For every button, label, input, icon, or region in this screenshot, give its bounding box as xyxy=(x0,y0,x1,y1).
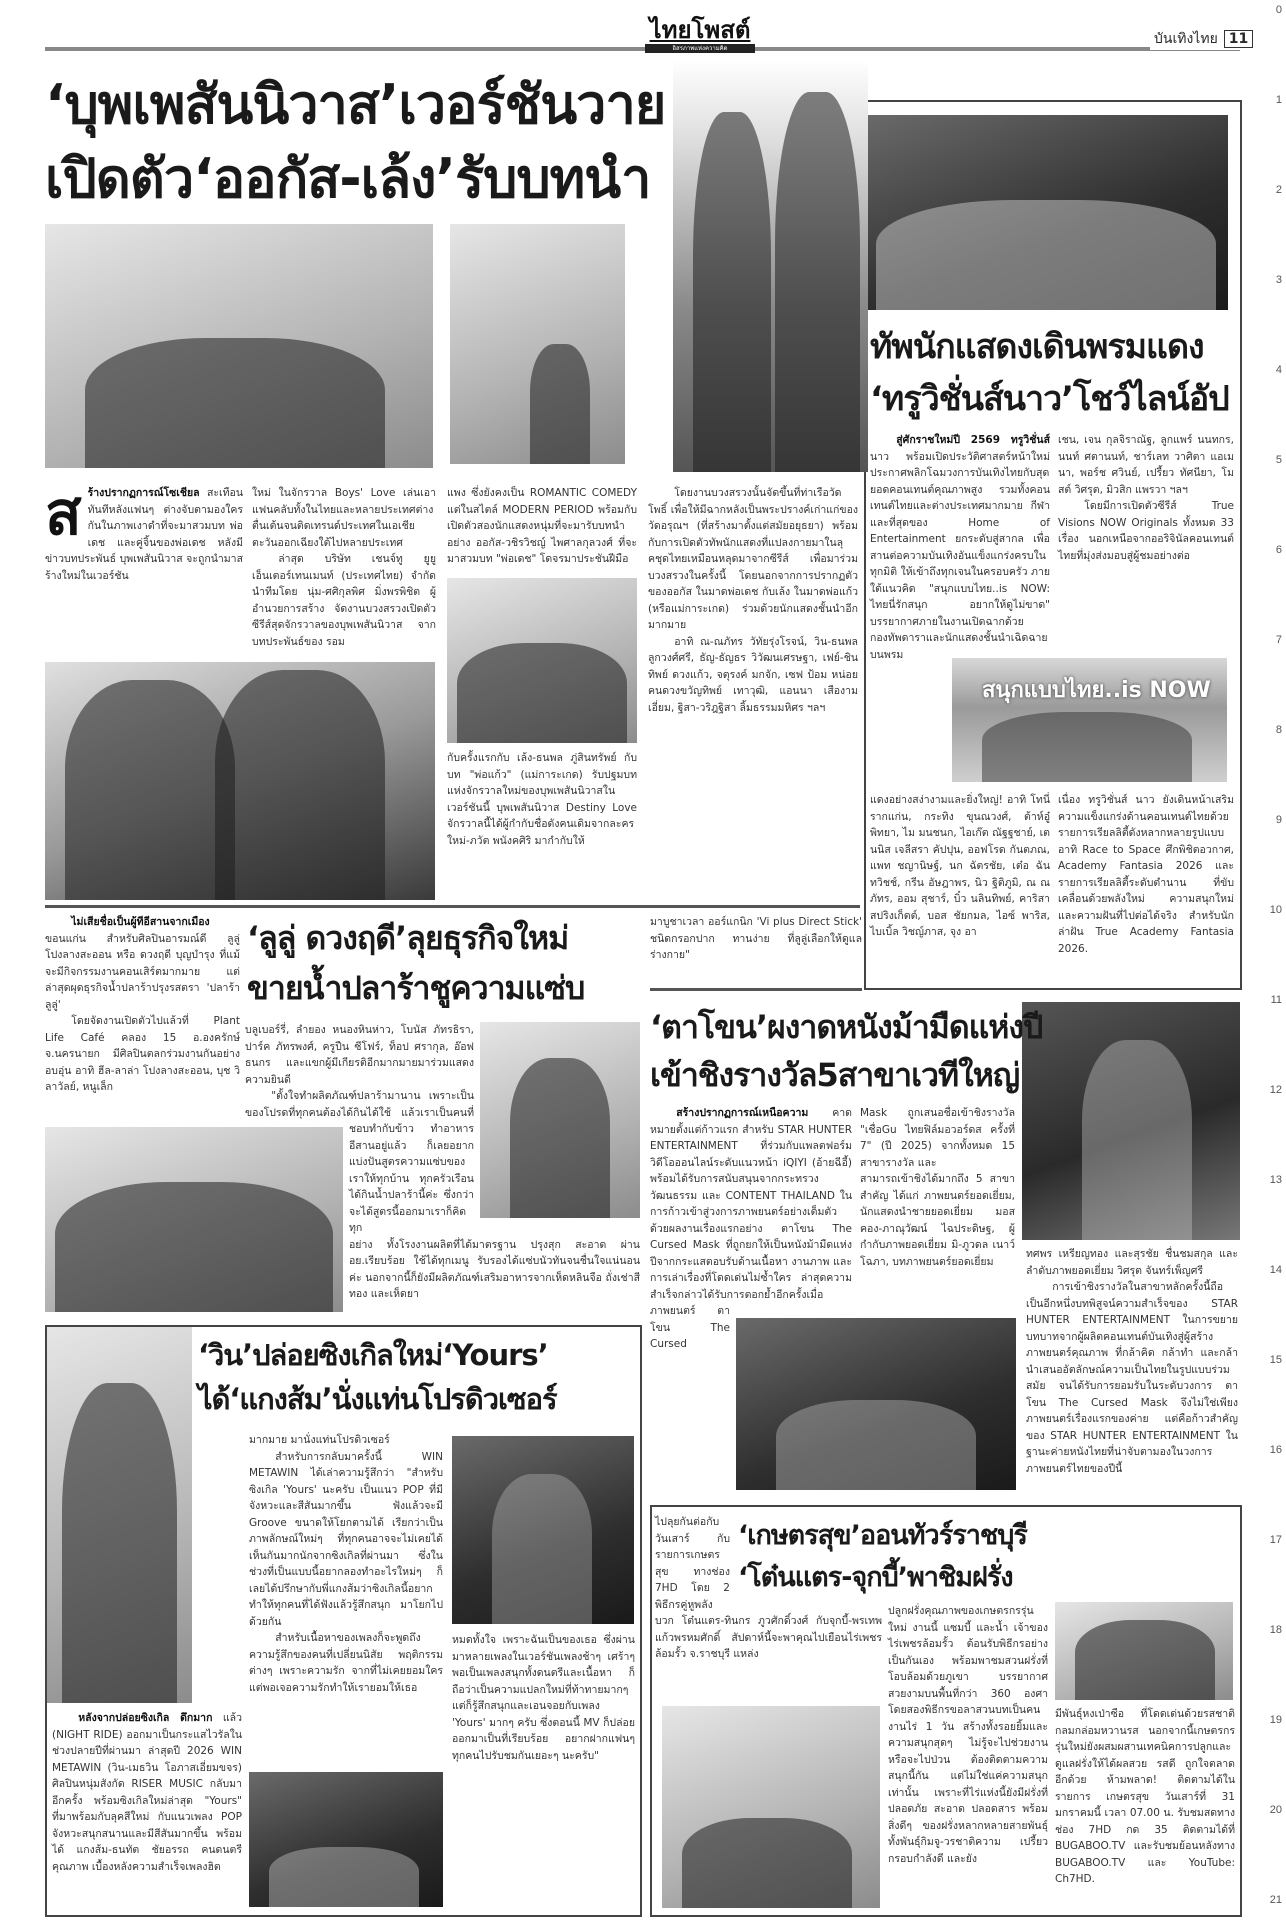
photo-win-in-car xyxy=(452,1436,634,1624)
section-divider xyxy=(650,988,862,991)
article-paragraph xyxy=(45,914,240,1013)
article-column xyxy=(1058,432,1234,564)
article-lead: สร้างปรากฏการณ์เหนือความ xyxy=(676,1107,809,1119)
ruler-mark: 0 xyxy=(1275,4,1282,16)
ruler-mark: 19 xyxy=(1269,1714,1282,1726)
article-text: แล้ว (NIGHT RIDE) ออกมาเป็นกระแสไวรัลในช่วงปลายปีที่ผ่านมา ล่าสุดปี 2026 WIN METAWIN (วิน-เมธวิน โอภาสเอี่ยมขจร) ศิลปินหนุ่มสังกัด RISER MUSIC กลับมาอีกครั้ง พร้อมซิงเกิลใหม่ล่าสุด "Yours" ที่มาพร้อมกับลุคสีใหม่ กับแนวเพลง POP จังหวะสนุกสนานและมีสีสันมากขึ้น พร้อมได้ แกงส้ม-ธนทัต ชัยอรรถ คนดนตรีคุณภาพ เบื้องหลังความสำเร็จเพลงฮิต xyxy=(52,1712,243,1873)
ruler-mark: 8 xyxy=(1275,724,1282,736)
ruler-mark: 18 xyxy=(1269,1624,1282,1636)
article-text: กับครั้งแรกกับ เล้ง-ธนพล ภู่สินทรัพย์ กับบท "พ่อแก้ว" (แม่การะเกด) รับปฐมบทแห่งจักรวาลใหม่ของบุพเพสันนิวาสในเวอร์ชันนี้ บุพเพสันนิวาส Destiny Love จักรวาลนี้ได้ผู้กำกับชื่อดังคนเดิมจากละครใหม่-ภวัต พนังคศิริ มากำกับให้ xyxy=(447,752,637,847)
ruler-mark: 11 xyxy=(1270,994,1282,1006)
headline-line: ขายน้ำปลาร้าชูความแซ่บ xyxy=(247,969,585,1007)
ruler-mark: 10 xyxy=(1269,904,1282,916)
article-text: แดงอย่างสง่างามและยิ่งใหญ่! อาทิ โทนี่ รากแก่น, กระทิง ขุนณวงศ์, ต้าห์อู๋ พิทยา, ไม มนชนก, ไอเก๊ต ณัฐฐชาย์, เตนนิส เจลีสรา คัปปุน, ออฟโรด กันตภณ, แพท ชญานิษฐ์, นก ฉัตรชัย, เต๋อ ฉันทวิชช์, กรีน อัษฎาพร, นิว ฐิติภูมิ, ณ ณภัทร, ออม สุชาร์, บิ๋ว นลินทิพย์, คาริสา สปริงเก็ตต์, บอส ชัยกมล, ไอซ์ พาริส, ไบเบิ้ล วิชญ์ภาส, จุง อา xyxy=(870,794,1050,938)
article-text: นาว พร้อมเปิดประวัติศาสตร์หน้าใหม่ ประกาศพลิกโฉมวงการบันเทิงไทยกับสุดยอดคอนเทนต์คุณภาพสูง รวมทั้งคอนเทนต์ไทยและต่างประเทศมากมาย กีฬา และที่สุดของ Home of Entertainment ยกระดับสู่สากล เพื่อสานต่อความบันเทิงอันแข็งแกร่งครบในทุกมิติ ให้เข้าถึงทุกเจนในครอบครัว ภายใต้แนวคิด "สนุกแบบไทย..is NOW: ไทยนี่รักสนุก อยากให้ดูไม่ขาด" บรรยากาศภายในงานเปิดฉากด้วยกองทัพดาราและนักแสดงชั้นนำเฉิดฉายบนพรม xyxy=(870,450,1050,661)
article-text: ไปลุยกันต่อกับวันเสาร์ กับรายการเกษตรสุข ทางช่อง 7HD โดย 2 พิธีกรคู่หูพลังบวก โต๋นแตร-ทินกร ภูวศักดิ์วงศ์ กับจุกบี้-พรเทพ แก้วพรหมศักดิ์ สัปดาห์นี้จะพาคุณไปเยือนไร่เพชรล้อมรั้ว จ.ราชบุรี แหล่ง xyxy=(655,1516,882,1660)
article-text: หมดทั้งใจ เพราะฉันเป็นของเธอ ซึ่งผ่านมาหลายเพลงในเวอร์ชันเพลงช้าๆ เศร้าๆ พอเป็นเพลงสนุกทั้งดนตรีและเนื้อหา ก็ถือว่าเป็นความแปลกใหม่ที่ท้าทายมากๆ แต่ก็รู้สึกสนุกและเอนจอยกับเพลง 'Yours' มากๆ ครับ ซึ่งตอนนี้ MV ก็ปล่อยออกมาเป็นที่เรียบร้อย อยากฝากแฟนๆ ทุกคนไปรับชมกันเยอะๆ นะครับ" xyxy=(452,1634,635,1762)
ruler-mark: 5 xyxy=(1275,454,1282,466)
article-text: มาบูชาเวลา ออร์แกนิก 'Vi plus Direct Stick' ชนิดกรอกปาก ทานง่าย ที่ลูลู่เลือกให้ดูแลร่างกาย" xyxy=(650,916,862,961)
article-column xyxy=(45,479,243,584)
article-paragraph xyxy=(52,1710,242,1875)
article-column xyxy=(245,1022,640,1317)
article-text: สำหรับการกลับมาครั้งนี้ WIN METAWIN ได้เล่าความรู้สึกว่า "สำหรับซิงเกิล 'Yours' นะครับ เป็นแนว POP ที่มีจังหวะและสีสันมากขึ้น ฟังแล้วจะมี Groove ขนาดให้โยกตามได้ เรียกว่าเป็นภาพลักษณ์ใหม่ๆ ที่ทุกคนอาจจะไม่เคยได้เห็นกันมากนักจากซิงเกิลที่ผ่านมา ซึ่งในช่วงที่เป็นแบบนี้อยากลองทำอะไรใหม่ๆ ก็เลยได้ปรึกษากับพี่แกงส้มว่าซิงเกิลนี้อยากทำให้ทุกคนที่ได้ฟังแล้วรู้สึกสนุก มาโยกไปด้วยกัน xyxy=(249,1450,443,1628)
article-column xyxy=(870,792,1050,941)
photo-win-metawin-portrait xyxy=(47,1327,192,1703)
article-lead: สู่ศักราชใหม่ปี 2569 ทรูวิชั่นส์ xyxy=(896,434,1050,446)
article-text: โดยมีการเปิดตัวซีรีส์ True Visions NOW Originals ทั้งหมด 33 เรื่อง นอกเหนือจากออริจินัลคอนเทนต์ไทยที่มุ่งส่งมอบสู่ผู้ชมอย่างต่อ xyxy=(1058,500,1234,562)
article-text: โดยจัดงานเปิดตัวไปแล้วที่ Plant Life Café คลอง 15 อ.องครักษ์ จ.นครนายก มีศิลปินตลกร่วมงานกันอย่างอบอุ่น อาทิ ฮีล-ลาล่า โปงลางสะออน, บุช วิลาวัลย์, หนูเล็ก xyxy=(45,1015,240,1093)
article-text: แพง ซึ่งยังคงเป็น ROMANTIC COMEDY แต่ในสไตล์ MODERN PERIOD พร้อมกับเปิดตัวสองนักแสดงหนุ่มที่จะมารับบทนำ อย่าง ออกัส-วชิรวิชญ์ ไพศาลกุลวงศ์ ที่จะมาสวมบท "พ่อเดช" โดจรมาประชันฝีมือ xyxy=(447,487,637,565)
photo-two-actresses-thai-dress xyxy=(673,60,868,472)
headline-line: ‘ลูลู่ ดวงฤดี’ลุยธุรกิจใหม่ xyxy=(247,919,569,957)
article-text: Mask ถูกเสนอชื่อเข้าชิงรางวัล "เชื่อGu ไทยฟิล์มอวอร์ดส ครั้งที่ 7" (ปี 2025) จากทั้งหมด 15 สาขารางวัล และ xyxy=(860,1107,1015,1169)
article-text: อาทิ ณ-ณภัทร วัทัยรุ่งโรจน์, วิน-ธนพล ลูกวงศ์ศรี, ธัญ-ธัญธร วิวัฒนเศรษฐา, เฟย์-ชินทิพย์ ดวงแก้ว, จตุรงค์ มกจัก, เซฟ ป้อม หน่อยคนดวงขวัญทิพย์ เทาวุฒิ, แอนนา เสืองามเอี่ยม, ฐิสา-วริฎฐิสา ลิ้มธรรมมหิศร ฯลฯ xyxy=(648,635,858,714)
article-lead: หลังจากปล่อยซิงเกิล ดึกมาก xyxy=(78,1712,213,1724)
article-column xyxy=(888,1603,1048,1867)
article-column xyxy=(650,914,862,964)
ruler-mark: 15 xyxy=(1269,1354,1282,1366)
article-text: เชน, เจน กุลจิราณัฐ, ลูกแพร์ นนทกร, นนท์ ศตานนท์, ชาร์เลท วาศิตา แอเมนา, พอร์ช ศวินย์, เปรี้ยว ทัศนียา, โมสต์ วิศรุต, มิวสิก แพรวา ฯลฯ xyxy=(1058,434,1234,496)
ruler-mark: 9 xyxy=(1275,814,1282,826)
photo-lulu-with-product xyxy=(480,1022,640,1218)
article-text: ใหม่ ในจักรวาล Boys' Love เล่นเอาแฟนคลับทั้งในไทยและหลายประเทศต่างตื่นเต้นจนติดเทรนด์ประเทศในเอเชียตะวันออกเฉียงใต้ไปหลายประเทศ xyxy=(252,487,436,549)
article-column xyxy=(648,485,858,716)
ruler-mark: 16 xyxy=(1269,1444,1282,1456)
article-text: "ตั้งใจทำผลิตภัณฑ์ปลาร้ามานาน เพราะเป็นของโปรดที่ทุกคนต้องได้กินได้ใช้ แล้วเราเป็นคนที่ชอบทำกับข้าว ทำอาหารอีสานอยู่แล้ว ก็เลยอยากแบ่งปันสูตรความแซ่บของเราให้ทุกบ้าน ทุกครัวเรือนได้กินน้ำปลาร้านี้ค่ะ ซึ่งกว่าจะได้สูตรนี้ออกมาเราก็คิดทุก xyxy=(245,1090,474,1234)
article-column xyxy=(870,432,1050,786)
article-lead: ร้างปรากฏการณ์โซเชียล xyxy=(87,487,200,499)
ruler-mark: 14 xyxy=(1269,1264,1282,1276)
lead-story-header xyxy=(45,60,868,472)
photo-banner-text: สนุกแบบไทย..is NOW xyxy=(982,678,1211,703)
headline-line: ‘บุพเพสันนิวาส’เวอร์ชันวาย xyxy=(45,73,666,136)
article-text: อย่าง ทั้งโรงงานผลิตที่ได้มาตรฐาน ปรุงสุก สะอาด ผ่าน อย.เรียบร้อย ใช้ได้ทุกเมนู รับรองได้แซ่บนัวทันจนชื่นใจแน่นอนค่ะ นอกจากนี้ก็ยังมีผลิตภัณฑ์เสริมอาหารจากเห็ดหลินจือ ถั่งเช่าสีทอง และเห็ดยา xyxy=(349,1238,640,1300)
logo-tagline: อิสรภาพแห่งความคิด xyxy=(645,44,755,53)
article-column xyxy=(1058,792,1234,957)
article-column xyxy=(52,1710,242,1875)
ruler-mark: 1 xyxy=(1275,94,1282,106)
logo-text: ไทยโพสต์ xyxy=(649,16,751,44)
section-name: บันเทิงไทย xyxy=(1154,31,1218,47)
headline-line: ‘ตาโขน’ผงาดหนังม้ามืดแห่งปี xyxy=(650,1008,1043,1046)
article-column xyxy=(447,485,637,568)
newspaper-logo xyxy=(645,16,755,56)
headline-line: ทัพนักแสดงเดินพรมแดง xyxy=(870,327,1204,367)
ruler-mark: 2 xyxy=(1275,184,1282,196)
article-text: คาดหมายตั้งแต่ก้าวแรก สำหรับ STAR HUNTER ENTERTAINMENT ที่ร่วมกับแพลตฟอร์มวิดีโอออนไลน์ระดับแนวหน้า iQIYI (อ้ายฉีอี้) พร้อมได้รับการสนับสนุนจากกระทรวงวัฒนธรรม และ CONTENT THAILAND ในการก้าวเข้าสู่วงการภาพยนตร์อย่างเต็มตัว ด้วยผลงานเรื่องแรกอย่าง ตาโขน The Cursed Mask ที่ถูกยกให้เป็นหนังม้ามืดแห่งปีจากกระแสตอบรับด้านเนื้อหา งานภาพ และการเล่าเรื่องที่โดดเด่นไม่ซ้ำใคร ล่าสุดความสำเร็จกล่าวได้รับการตอกย้ำอีกครั้งเมื่อภาพยนตร์ ตาโขน The Cursed xyxy=(650,1107,852,1350)
photo-august-leng xyxy=(45,662,435,900)
article-text: การเข้าชิงรางวัลในสาขาหลักครั้งนี้ถือเป็นอีกหนึ่งบทพิสูจน์ความสำเร็จของ STAR HUNTER ENTERTAINMENT ในการขยายบทบาทจากผู้ผลิตคอนเทนต์บันเทิงสู่ผู้สร้างภาพยนตร์คุณภาพ ที่กล้าคิด กล้าทำ และกล้านำเสนออัตลักษณ์ความเป็นไทยในรูปแบบร่วมสมัย จนได้รับการยอมรับในระดับวงการ ตาโขน The Cursed Mask จึงไม่ใช่เพียงภาพยนตร์เรื่องแรกของค่าย แต่คือก้าวสำคัญของ STAR HUNTER ENTERTAINMENT ในฐานะค่ายหนังไทยที่น่าจับตามองในวงการภาพยนตร์ไทยของปีนี้ xyxy=(1026,1281,1238,1475)
article-text: ล่าสุด บริษัท เชนจ์ทู ยูยู เอ็นเตอร์เทนเมนท์ (ประเทศไทย) จำกัด นำทีมโดย นุ่ม-ศศิกุลพิศ มิ่งพรพิชิต ผู้อำนวยการสร้าง จัดงานบวงสรวงเปิดตัวซีรีส์สุดจักรวาลของบุพเพสันนิวาส จากบทประพันธ์ของ รอม xyxy=(252,553,436,648)
article-text: สามารถเข้าชิงได้มากถึง 5 สาขาสำคัญ ได้แก่ ภาพยนตร์ยอดเยี่ยม, นักแสดงนำชายยอดเยี่ยม มอสคอง-ภาณุวัฒน์ ไฉประดิษฐ, ผู้กำกับภาพยอดเยี่ยม มิ-ภูวดล เนาว์โฉภา, บทภาพยนตร์ยอดเยี่ยม xyxy=(860,1173,1015,1268)
article-text: ทศพร เหรียญทอง และสุรชัย ชื่นชมสกุล และลำดับภาพยอดเยี่ยม วิศรุต จันทร์เพ็ญศรี xyxy=(1026,1248,1238,1277)
ruler-mark: 13 xyxy=(1269,1174,1282,1186)
article-column xyxy=(45,914,240,1096)
drop-cap: ส xyxy=(45,479,82,549)
article-text: สำหรับเนื้อหาของเพลงก็จะพูดถึงความรู้สึกของคนที่เปลี่ยนนิสัย พฤติกรรมต่างๆ เพราะความรัก จากที่ไม่เคยยอมใคร แต่พอเจอความรักทำให้เรายอมให้เธอ xyxy=(249,1632,443,1694)
ruler-mark: 21 xyxy=(1269,1894,1282,1906)
section-label xyxy=(1150,28,1253,50)
article-text: มีพันธุ์หงเป่าซือ ที่โดดเด่นด้วยรสชาติกลมกล่อมหวานรส นอกจากนี้เกษตรกรรุ่นใหม่ยังผสมผสานเทคนิคการปลูกและดูแลฝรั่งให้ได้ผลสวย รสดี ถูกใจตลาดอีกด้วย ห้ามพลาด! ติดตามได้ในรายการ เกษตรสุข วันเสาร์ที่ 31 มกราคมนี้ เวลา 07.00 น. รับชมสดทางช่อง 7HD กด 35 ติดตามได้ที่ BUGABOO.TV และรับชมย้อนหลังทาง BUGABOO.TV และ YouTube: Ch7HD. xyxy=(1055,1708,1235,1885)
headline-line: ‘โต๋นแตร-จุกบี้’พาชิมฝรั่ง xyxy=(738,1562,1013,1593)
ruler-mark: 12 xyxy=(1269,1084,1282,1096)
headline-line: ได้‘แกงส้ม’นั่งแท่นโปรดิวเซอร์ xyxy=(198,1382,557,1416)
article-text: โดยงานบวงสรวงนั้นจัดขึ้นที่ท่าเรือวัดโพธิ์ เพื่อให้มีฉากหลังเป็นพระปรางค์เก่าแก่ของวัดอรุณฯ (ที่สร้างมาตั้งแต่สมัยอยุธยา) พร้อมกับการเปิดตัวทัพนักแสดงที่แปลงกายมาในลุคชุดไทยเหมือนหลุดมาจากซีรีส์ เพื่อมาร่วมบวงสรวงในครั้งนี้ โดยนอกจากการปรากฏตัวของออกัส ในมาดพ่อเดช กับเล้ง ในมาดพ่อแก้ว (หรือแม่การะเกด) ร่วมด้วยนักแสดงชั้นนำอีกมากมาย xyxy=(648,487,858,631)
headline-line: เปิดตัว‘ออกัส-เล้ง’รับบทนำ xyxy=(45,147,651,210)
photo-ceremony-guests xyxy=(447,578,637,743)
page-number: 11 xyxy=(1224,30,1253,48)
article-text: บลูเบอร์รี่, ลำยอง หนองหินห่าว, โบนัส ภัทรธิรา, ปาร์ค ภัทรพงศ์, ครูปืน ซีโฟร์, ท็อป ศรากุล, อ๊อฟ ธนกร และแขกผู้มีเกียรติอีกมากมายมาร่วมแสดงความยินดี xyxy=(245,1024,474,1086)
article-text: สะเทือนทันทีหลังแฟนๆ ต่างจับตามองใครกันในภาพเงาดำที่จะมาสวมบท พ่อเดช และคู่จิ้นของพ่อเดช หลังมีข่าวบทประพันธ์ บุพเพสันนิวาส จะถูกนำมาสร้างใหม่ในเวอร์ชัน xyxy=(45,487,243,582)
article-column xyxy=(860,1105,1015,1270)
article-column xyxy=(252,485,436,650)
article-column xyxy=(452,1632,635,1764)
article-text: ปลูกฝรั่งคุณภาพของเกษตรกรรุ่นใหม่ งานนี้ แซมบี้ และน้ำ เจ้าของไร่เพชรล้อมรั้ว ต้อนรับพิธีกรอย่างเป็นกันเอง พร้อมพาชมสวนฝรั่งที่โอบล้อมด้วยภูเขา บรรยากาศสวยงามบนพื้นที่กว่า 360 องศา โดยสองพิธีกรขอลาสวนบทเป็นคนงานไร่ 1 วัน สร้างทั้งรอยยิ้มและความสนุกสุดๆ ไม่รู้จะไปช่วยงานหรือจะไปป่วน ต้องติดตามความสนุกนี้กัน แต่ไม่ใช่แค่ความสนุกเท่านั้น เพราะที่ไร่แห่งนี้ยังมีฝรั่งที่ปลอดภัย สะอาด ปลอดสาร พร้อมสิ่งดีๆ ของฝรั่งหลากหลายสายพันธุ์ ทั้งพันธุ์กิมจู-วรชาติความ เปรี้ยว กรอบกำลังดี และยัง xyxy=(888,1605,1048,1865)
photo-guava-packing xyxy=(662,1706,880,1908)
article-paragraph xyxy=(870,432,1050,663)
ruler-mark: 20 xyxy=(1269,1804,1282,1816)
photo-win-lying xyxy=(249,1772,443,1907)
photo-ta-khon-actor xyxy=(1022,1002,1240,1240)
headline-line: ‘ทรูวิชั่นส์นาว’โชว์ไลน์อัป xyxy=(870,379,1229,419)
article-column xyxy=(249,1432,443,1696)
article-column xyxy=(447,750,637,849)
article-column xyxy=(1055,1706,1235,1888)
headline-line: เข้าชิงรางวัล5สาขาเวทีใหญ่ xyxy=(650,1056,1020,1094)
ruler-mark: 17 xyxy=(1269,1534,1282,1546)
ruler-mark: 4 xyxy=(1275,364,1282,376)
article-column xyxy=(1026,1246,1238,1477)
article-lead: ไม่เสียชื่อเป็นผู้ทีอีสานจากเมือง xyxy=(71,916,210,928)
headline xyxy=(45,60,665,472)
ruler-mark: 3 xyxy=(1275,274,1282,286)
article-text: ขอนแก่น สำหรับศิลปินอารมณ์ดี ลูลู่ โปงลางสะออน หรือ ดวงฤดี บุญบำรุง ที่แม้จะมีกิจกรรมงานคอนเสิร์ตมากมาย แต่ล่าสุดผุดธุรกิจน้ำปลาร้าปรุงรสตรา 'ปลาร้าลูลู่' xyxy=(45,932,240,1011)
photo-guava-farm-hosts xyxy=(1055,1602,1233,1700)
ruler-mark: 7 xyxy=(1275,634,1282,646)
headline-line: ‘วิน’ปล่อยซิงเกิลใหม่‘Yours’ xyxy=(198,1338,548,1372)
article-text: มากมาย มานั่งแท่นโปรดิวเซอร์ xyxy=(249,1434,390,1446)
headline-line: ‘เกษตรสุข’ออนทัวร์ราชบุรี xyxy=(738,1520,1027,1551)
ruler-mark: 6 xyxy=(1275,544,1282,556)
section-divider xyxy=(45,905,860,908)
photo-red-carpet-group xyxy=(866,115,1228,310)
article-column xyxy=(650,1105,852,1500)
article-text: เนื่อง ทรูวิชั่นส์ นาว ยังเดินหน้าเสริมความแข็งแกร่งด้านคอนเทนต์ไทยด้วยรายการเรียลลิตี้ดังหลากหลายรูปแบบ อาทิ Race to Space ศึกพิชิตอวกาศ, Academy Fantasia 2026 และรายการเรียลลิตี้ระดับตำนาน ที่ขับเคลื่อนด้วยพลังใหม่ ความสนุกใหม่ และความฝันที่ไปต่อได้จริง สำหรับนักล่าฝัน True Academy Fantasia 2026. xyxy=(1058,794,1234,955)
masthead-rule xyxy=(45,47,1240,51)
